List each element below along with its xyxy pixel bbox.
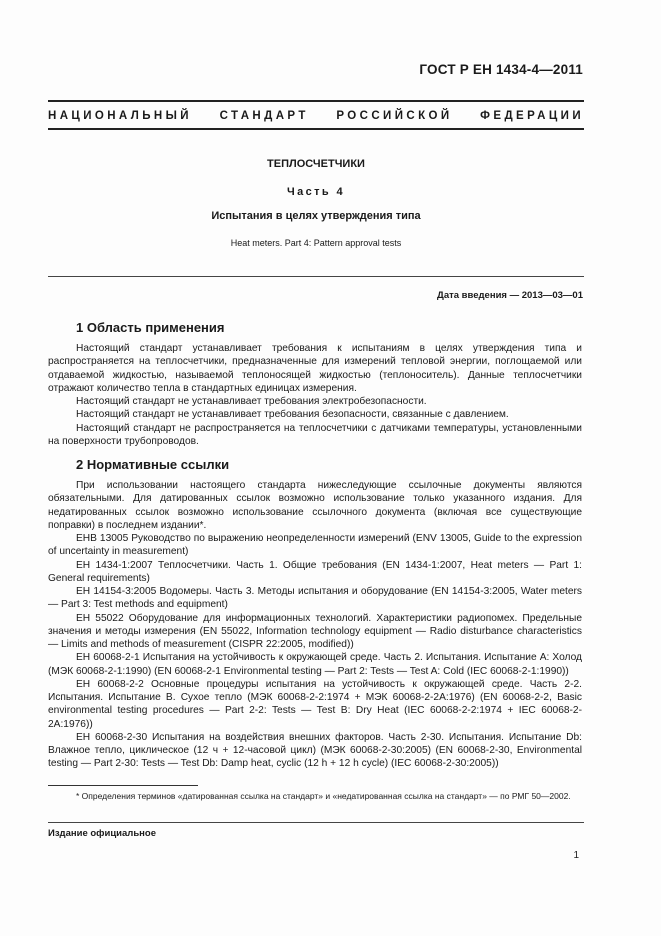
footer-rule	[48, 822, 584, 823]
document-subtitle: Испытания в целях утверждения типа	[211, 210, 421, 222]
footnote	[48, 790, 582, 803]
english-title: Heat meters. Part 4: Pattern approval tests	[230, 238, 402, 248]
paragraph: При использовании настоящего стандарта нижеследующие ссылочные документы являются обязательными. Для датированных ссылок возможно использование только указанного издания. Для недатированных ссылок возможно использование ссылочного документа (включая все существующие поправки) в последнем издании*.	[48, 480, 582, 531]
paragraph: Настоящий стандарт не устанавливает требования электробезопасности.	[76, 396, 427, 407]
paragraph: Настоящий стандарт не устанавливает требования безопасности, связанные с давлением.	[76, 409, 509, 421]
footnote-text: * Определения терминов «датированная ссылка на стандарт» и «недатированная ссылка на стандарт» — по РМГ 50—2002.	[76, 791, 571, 801]
paragraph: Настоящий стандарт устанавливает требования к испытаниям в целях утверждения типа и распространяется на теплосчетчики, предназначенные для измерений тепловой энергии, поглощаемой или отдаваемой жидкостью, называемой теплоносящей жидкостью (теплоноситель). Данные теплосчетчики отражают количество тепла в стандартных единицах измерения.	[48, 343, 582, 394]
reference-item: ЕНВ 13005 Руководство по выражению неопределенности измерений (ENV 13005, Guide to the expression of uncertainty in measurement)	[48, 533, 582, 558]
footnote-separator	[48, 785, 198, 786]
date-rule-top	[48, 276, 584, 277]
document-title: ТЕПЛОСЧЕТЧИКИ	[267, 158, 365, 170]
reference-item: ЕН 55022 Оборудование для информационных технологий. Характеристики радиопомех. Предельные значения и методы измерения (EN 55022, Information technology equipment — Radio disturbance characteristics — Limits and methods of measurement (CISPR 22:2005, modified))	[48, 612, 582, 650]
reference-item: ЕН 1434-1:2007 Теплосчетчики. Часть 1. Общие требования (EN 1434-1:2007, Heat meters — Part 1: General requirements)	[48, 559, 582, 584]
section-1-heading: 1 Область применения	[76, 320, 225, 335]
reference-item: ЕН 60068-2-2 Основные процедуры испытания на устойчивость к окружающей среде. Часть 2-2. Испытания. Испытание В. Сухое тепло (МЭК 60068-2-2:1974 + МЭК 60068-2-2А:1976) (EN 60068-2-2, Basic environmental testing procedures — Part 2-2: Tests — Test B: Dry Heat (IEC 60068-2-2:1974 + IEC 60068-2-2А:1976))	[48, 678, 582, 730]
reference-item: ЕН 60068-2-1 Испытания на устойчивость к окружающей среде. Часть 2. Испытания. Испытание А: Холод (МЭК 60068-2-1:1990) (EN 60068-2-1 Environmental testing — Part 2: Tests — Test A: Cold (IEC 60068-2-1:1990))	[48, 652, 582, 677]
section-2-heading: 2 Нормативные ссылки	[76, 457, 230, 472]
title-rule	[48, 128, 584, 130]
reference-item: ЕН 60068-2-30 Испытания на воздействия внешних факторов. Часть 2-30. Испытания. Испытание Db: Влажное тепло, циклическое (12 ч + 12-часовой цикл) (МЭК 60068-2-30:2005) (EN 60068-2-30, Environmental testing — Part 2-30: Tests — Test Db: Damp heat, cyclic (12 h + 12 h cycle) (IEC 60068-2-30:2005))	[48, 731, 582, 770]
part-label: Часть 4	[286, 186, 346, 198]
standard-title: НАЦИОНАЛЬНЫЙ СТАНДАРТ РОССИЙСКОЙ ФЕДЕРАЦИИ	[48, 110, 584, 122]
page-number: 1	[573, 850, 579, 861]
paragraph: Настоящий стандарт не распространяется на теплосчетчики с датчиками температуры, установленными на поверхности трубопроводов.	[48, 422, 582, 447]
reference-item: ЕН 14154-3:2005 Водомеры. Часть 3. Методы испытания и оборудование (EN 14154-3:2005, Water meters — Part 3: Test methods and equipment)	[48, 586, 582, 611]
section-2-body	[48, 479, 582, 771]
edition-label: Издание официальное	[48, 828, 156, 839]
top-rule	[48, 100, 584, 102]
introduction-date: Дата введения — 2013—03—01	[437, 290, 583, 301]
section-1-body	[48, 342, 582, 448]
document-code: ГОСТ Р ЕН 1434-4—2011	[419, 62, 583, 77]
